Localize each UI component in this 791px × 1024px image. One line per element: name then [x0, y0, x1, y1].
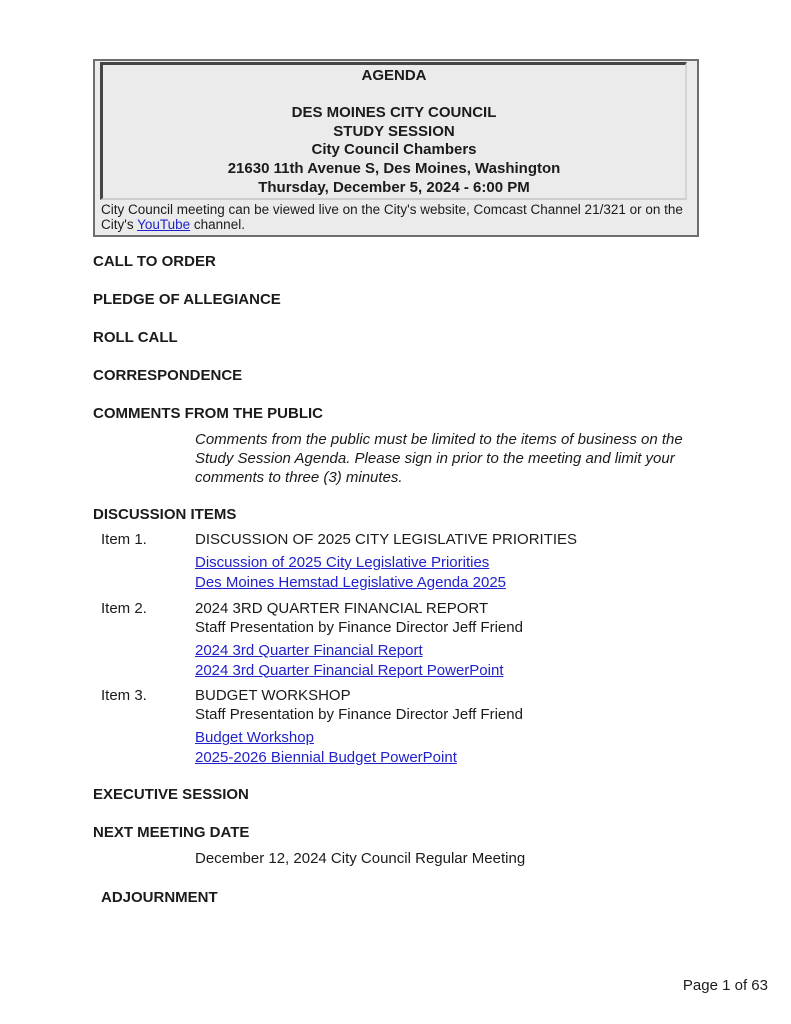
next-meeting-value: December 12, 2024 City Council Regular Meeting: [195, 850, 526, 867]
item-2-label: Item 2.: [101, 600, 147, 617]
section-adjournment: ADJOURNMENT: [101, 889, 218, 906]
item-1-title: DISCUSSION OF 2025 CITY LEGISLATIVE PRIORITIES: [195, 531, 578, 548]
section-call-to-order: CALL TO ORDER: [93, 253, 216, 270]
item-1-attachment-link-2[interactable]: Des Moines Hemstad Legislative Agenda 2025: [195, 573, 507, 591]
viewing-info-note: [95, 200, 697, 235]
meeting-datetime: Thursday, December 5, 2024 - 6:00 PM: [258, 178, 530, 196]
section-executive-session: EXECUTIVE SESSION: [93, 786, 249, 803]
viewing-note-text: City Council meeting can be viewed live on the City's website, Comcast Channel 21/321 or on the City's: [101, 202, 683, 233]
item-3-attachment-link-1[interactable]: Budget Workshop: [195, 729, 314, 746]
item-3-attachment-link-2[interactable]: 2025-2026 Biennial Budget PowerPoint: [195, 748, 457, 766]
item-2-attachment-link-2[interactable]: 2024 3rd Quarter Financial Report PowerPoint: [195, 661, 504, 679]
youtube-link[interactable]: YouTube: [137, 217, 191, 233]
section-correspondence: CORRESPONDENCE: [93, 367, 243, 384]
section-pledge-of-allegiance: PLEDGE OF ALLEGIANCE: [93, 291, 281, 308]
item-3-presenter: Staff Presentation by Finance Director Jeff Friend: [195, 706, 523, 723]
discussion-item-2: [101, 599, 741, 680]
agenda-title: AGENDA: [361, 67, 427, 84]
discussion-item-3: [101, 686, 741, 767]
session-type: STUDY SESSION: [333, 122, 455, 140]
public-comments-rules-note: Comments from the public must be limited to the items of business on the Study Session Agenda. Please sign in prior to the meeting and limit your comments to three (3) minutes.: [195, 431, 683, 486]
item-3-label: Item 3.: [101, 687, 147, 704]
discussion-item-1: [101, 530, 741, 592]
meeting-venue: City Council Chambers: [311, 141, 477, 159]
section-next-meeting-date: NEXT MEETING DATE: [93, 824, 250, 841]
item-3-title: BUDGET WORKSHOP: [195, 687, 351, 704]
item-2-attachment-link-1[interactable]: 2024 3rd Quarter Financial Report: [195, 642, 423, 659]
agenda-header-box: [93, 59, 699, 237]
council-name: DES MOINES CITY COUNCIL: [291, 104, 497, 122]
spacer: [107, 86, 681, 105]
section-discussion-items: DISCUSSION ITEMS: [93, 506, 237, 523]
item-1-attachment-link-1[interactable]: Discussion of 2025 City Legislative Priorities: [195, 554, 490, 571]
page-number: Page 1 of 63: [682, 977, 768, 994]
meeting-address: 21630 11th Avenue S, Des Moines, Washington: [227, 159, 561, 177]
section-comments-from-public: COMMENTS FROM THE PUBLIC: [93, 405, 323, 422]
item-2-title: 2024 3RD QUARTER FINANCIAL REPORT: [195, 600, 489, 617]
viewing-note-suffix: channel.: [190, 217, 245, 233]
item-1-label: Item 1.: [101, 531, 147, 548]
item-2-presenter: Staff Presentation by Finance Director Jeff Friend: [195, 619, 523, 636]
section-roll-call: ROLL CALL: [93, 329, 178, 346]
agenda-header-inner: [100, 62, 687, 200]
